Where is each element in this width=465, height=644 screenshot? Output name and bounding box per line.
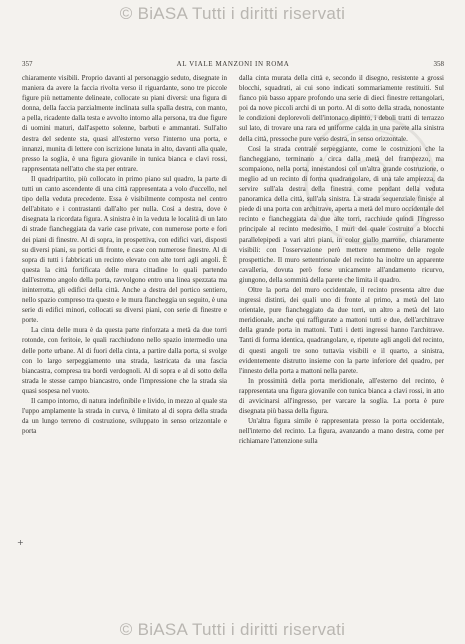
watermark-bottom: © BiASA Tutti i diritti riservati <box>119 620 346 639</box>
page-number-left: 357 <box>22 60 33 68</box>
left-paragraph: Il quadripartito, più collocato in primo piano sul quadro, la parte di tutti un canto ascendente di una città rappresentata a volo d'uccello, nel tipo della veduta precedente. Essa è visibilmente composta nel centro dell'abitato e i contrastanti dall'alto per nulla. Così a destra, dove è disegnata la ricordata figura. A sinistra è in la veduta le località di un lato di strade fiancheggiata da varie case private, con numerose porte e fori dei piani di finestre. Al di sopra, in prospettiva, con edifici vari, disposti su diversi piani, su portici di fronte, e case con numerose finestre. Al di sopra di tutti i fabbricati un recinto elevato con alte torri agli angoli. È questa la città fortificata delle mura cittadine lo quali partendo dall'estremo angolo della porta, ravvolgono entro una linea spezzata ma ininterrotta, gli edifici della città. Anche a destra del portico sentiero, nello spazio compreso tra questo e le mura flancheggia un seguito, è una serie di edifici minori, collocati su diversi piani, con serie di finestre e porte. <box>22 174 227 325</box>
left-paragraph: Il campo intorno, di natura indefinibile e livido, in mezzo al quale sta l'uppo amplamente la strada in curva, è limitato al di sopra della strada da un lungo terreno di costruzione, sviluppato in senso orizzontale e porta <box>22 397 227 436</box>
right-column <box>239 73 444 611</box>
right-paragraph: Così la strada centrale serpeggiante, come le costruzioni che la fiancheggiano, terminano a circa dalla metà del frampezzo, ma scompaiono, nella porta, innestandosi col un'altra grande costruzione, o meglio ad un recinto di forma quadrangolare, di una tale ampiezza, da servire sull'ala destra della finestra come pendant della veduta panoramica della città, sull'ala sinistra. La strada sequenziale finisce al piede di una porta con architrave, aperta a metà del muro occidentale del recinto e fiancheggiata da due alte torri, racchiude quindi l'ingresso principale al recinto medesimo. I muri del quale costruito a blocchi parallelepipedi a vari altri piani, in color giallo marrone, chiaramente visibili: con l'osservazione però mettere nemmeno delle regole prospettiche. Il muro settentrionale del recinto ha inoltre un apparente cavalleria, dovuta però forse unicamente all'andamento ricurvo, giungono, della sommità della parete che limita il quadro. <box>239 144 444 284</box>
margin-mark-icon: + <box>17 538 24 547</box>
right-paragraph: dalla cinta murata della città e, secondo il disegno, resistente a grossi blocchi, squadrati, ai cui sono indicati sommariamente restituiti. Sul fianco più basso appare profondo una serie di dieci finestre rettangolari, poi da nove piccoli archi di un porto. Al di sotto della strada, nonostante le condizioni deplorevoli dell'intonaco dipinto, i deboli tratti di terrazzo sul lato, di trovare una rara ed uniforme calda in una parete alla sinistra della città, pressoche pure verso destra, in senso orizzontale. <box>239 74 444 143</box>
running-header <box>22 60 444 70</box>
left-paragraph: La cinta delle mura è da questa parte rinforzata a metà da due torri rotonde, con feritoie, le quali racchiudono nello spazio intermedio una delle porte urbane. Al di fuori della cinta, a partire dalla porta, si svolge con lo largo serpeggiamento una strada, lastricata da una fascia biancastra, compresa tra bordi verdognoli. Al di sopra e al di sotto della strada le stesse campo biancastro, onde l'impressione che la strada sia quasi sospesa nel vuoto. <box>22 326 227 395</box>
right-paragraph: Oltre la porta del muro occidentale, il recinto presenta altre due ingressi distinti, dei quali uno di fronte al primo, a metà del lato orientale, pure fiancheggiato da due torri, un altro a metà del lato meridionale, anche qui raffigurate a mattoni tutti e due, dell'architrave della grande porta in mattoni. Tutti i detti ingressi hanno l'architrave. Tanti di forma identica, quadrangolare, e, ripetute agli angoli del recinto, di questi angoli tre sono tuttavia visibili e il quarto, a sinistra, evidentemente distrutto insieme con la parte inferiore del quadro, per l'innesto della porta a mattoni nella parete. <box>239 285 444 375</box>
running-title: AL VIALE MANZONI IN ROMA <box>176 60 290 68</box>
right-paragraph: In prossimità della porta meridionale, all'esterno del recinto, è rappresentata una figura giovanile con tunica bianca a clavi rossi, in atto di avvicinarsi all'ingresso, per varcare la soglia. La porta è pure disegnata più bassa della figura. <box>239 376 444 416</box>
page-number-right: 358 <box>433 60 444 68</box>
left-paragraph: chiaramente visibili. Proprio davanti al personaggio seduto, disegnate in maniera da avere la faccia rivolta verso il riguardante, sono tre piccole figure più nettamente delineate, collocate su piani diversi: una figura di donna, della faccia parzialmente inclinata sulla spalla destra, con manto, a pella, ricadente dalla testa e avvolto intorno alla persona, tra due figure di uomini maturi, dall'aspetto solenne, barbuti e ammantati. Sull'alto destra del sedente sta, quasi all'esterno verso l'interno una porta, e innanzi, munita di lettere con iscrizione lunata in alto, davanti alla quale, presso la soglia, è una figura giovanile in tunica bianca e clavi rossi, rappresentata nell'atto che sta per entrare. <box>22 74 227 173</box>
watermark-top: © BiASA Tutti i diritti riservati <box>119 4 346 23</box>
left-column <box>22 73 227 611</box>
right-paragraph: Un'altra figura simile è rappresentata presso la porta occidentale, nell'interno del recinto. La figura, avanzando a mano destra, come per richiamare l'attenzione sulla <box>239 417 444 446</box>
